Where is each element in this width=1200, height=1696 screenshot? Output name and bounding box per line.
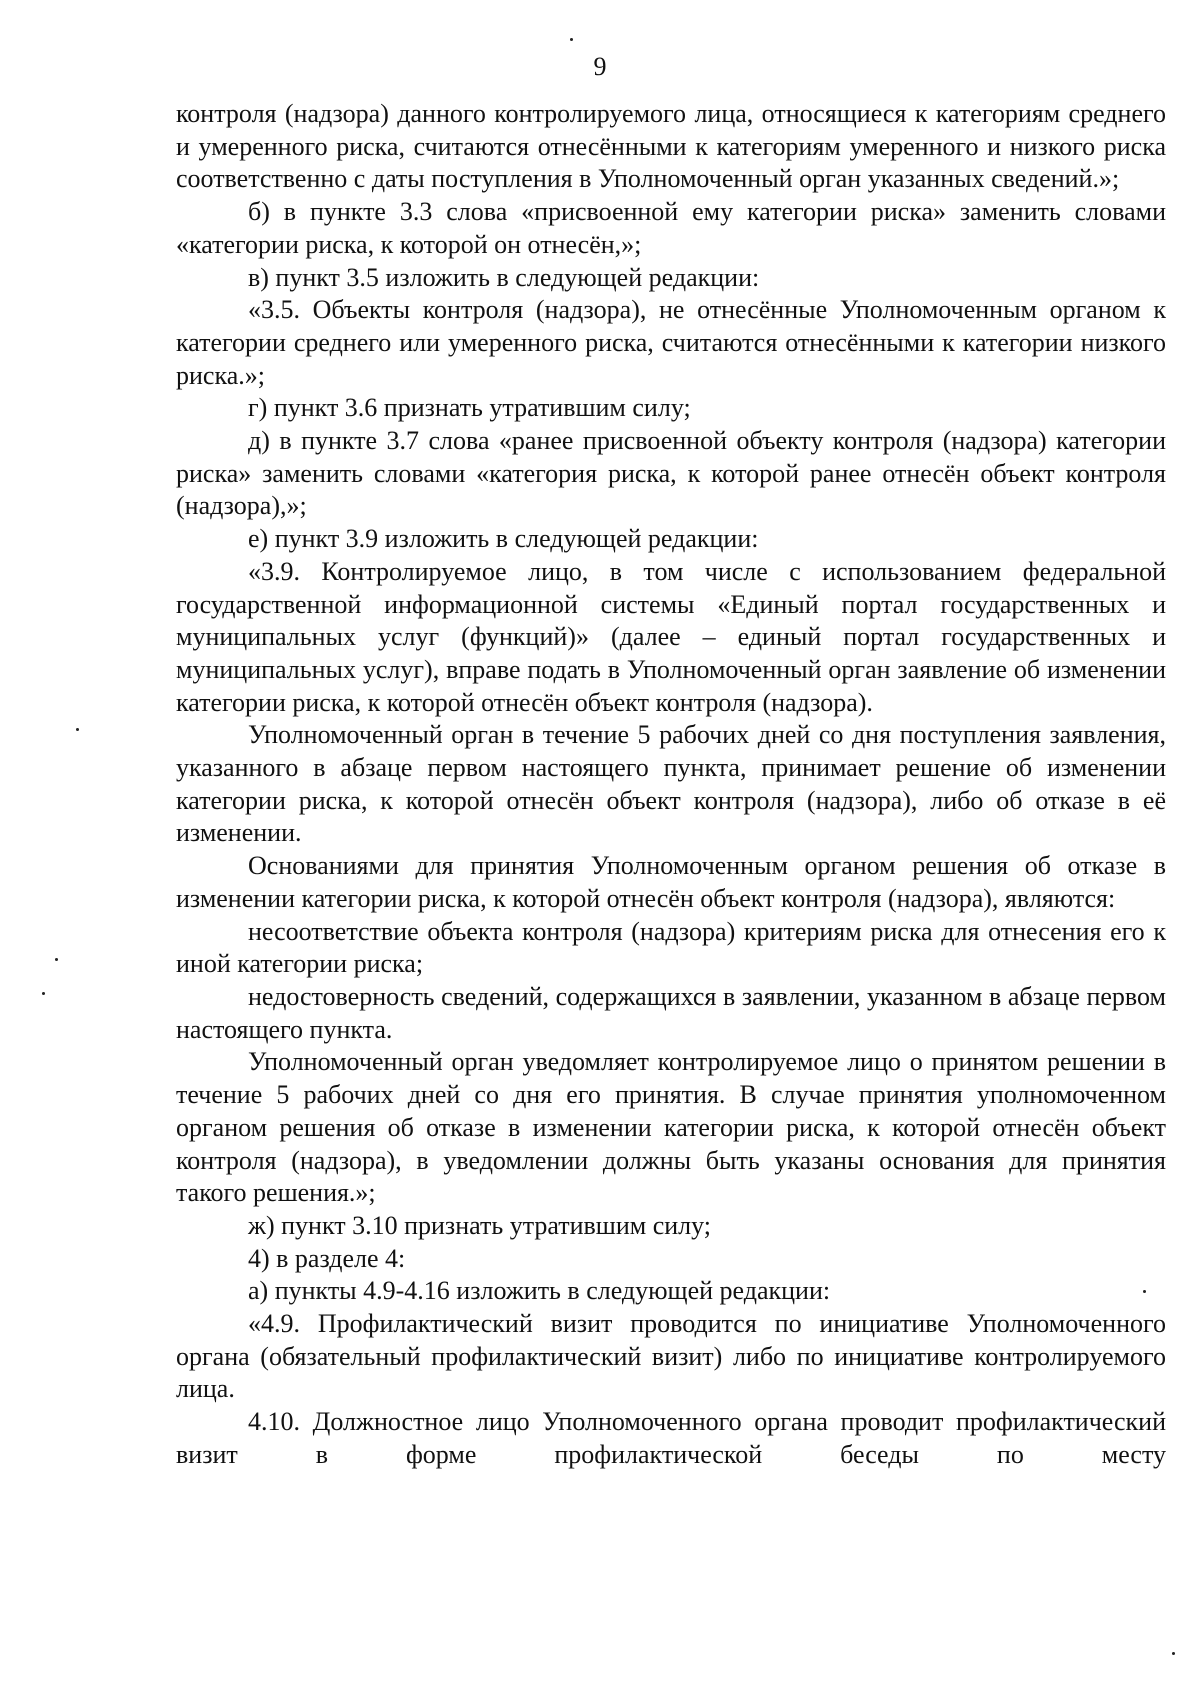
paragraph: недостоверность сведений, содержащихся в заявлении, указанном в абзаце первом настоящего пункта. xyxy=(176,981,1166,1044)
paragraph: несоответствие объекта контроля (надзора) критериям риска для отнесения его к иной категории риска; xyxy=(176,916,1166,979)
paragraph: «4.9. Профилактический визит проводится по инициативе Уполномоченного органа (обязательный профилактический визит) либо по инициативе контролируемого лица. xyxy=(176,1309,1166,1404)
document-body xyxy=(176,98,1166,1472)
paragraph: «3.5. Объекты контроля (надзора), не отнесённые Уполномоченным органом к категории среднего или умеренного риска, считаются отнесёнными к категории низкого риска.»; xyxy=(176,295,1166,390)
paragraph: «3.9. Контролируемое лицо, в том числе с использованием федеральной государственной информационной системы «Единый портал государственных и муниципальных услуг (функций)» (далее – единый портал государственных и муниципальных услуг), вправе подать в Уполномоченный орган заявление об изменении категории риска, к которой отнесён объект контроля (надзора). xyxy=(176,556,1166,717)
paragraph: е) пункт 3.9 изложить в следующей редакции: xyxy=(248,524,759,554)
scan-speck xyxy=(570,38,573,41)
paragraph: Уполномоченный орган уведомляет контролируемое лицо о принятом решении в течение 5 рабочих дней со дня его принятия. В случае принятия уполномоченном органом решения об отказе в изменении категории риска, к которой отнесён объект контроля (надзора), в уведомлении должны быть указаны основания для принятия такого решения.»; xyxy=(176,1047,1166,1208)
paragraph: 4.10. Должностное лицо Уполномоченного органа проводит профилактический визит в форме профилактической беседы по месту xyxy=(176,1407,1166,1469)
scan-speck xyxy=(76,728,79,731)
paragraph: б) в пункте 3.3 слова «присвоенной ему категории риска» заменить словами «категории риска, к которой он отнесён,»; xyxy=(176,197,1166,259)
paragraph: в) пункт 3.5 изложить в следующей редакции: xyxy=(248,262,760,292)
paragraph: г) пункт 3.6 признать утратившим силу; xyxy=(248,393,691,423)
paragraph: Основаниями для принятия Уполномоченным органом решения об отказе в изменении категории риска, к которой отнесён объект контроля (надзора), являются: xyxy=(176,851,1166,913)
paragraph: Уполномоченный орган в течение 5 рабочих дней со дня поступления заявления, указанного в абзаце первом настоящего пункта, принимает решение об изменении категории риска, к которой отнесён объект контроля (надзора), либо об отказе в её изменении. xyxy=(176,720,1166,848)
scan-speck xyxy=(55,958,58,961)
scan-speck xyxy=(1172,1652,1175,1655)
paragraph: ж) пункт 3.10 признать утратившим силу; xyxy=(248,1210,711,1240)
paragraph: 4) в разделе 4: xyxy=(248,1243,406,1273)
paragraph: контроля (надзора) данного контролируемого лица, относящиеся к категориям среднего и умеренного риска, считаются отнесёнными к категориям умеренного и низкого риска соответственно с даты поступления в Уполномоченный орган указанных сведений.»; xyxy=(176,99,1166,194)
paragraph: д) в пункте 3.7 слова «ранее присвоенной объекту контроля (надзора) категории риска» заменить словами «категория риска, к которой ранее отнесён объект контроля (надзора),»; xyxy=(176,426,1166,521)
page-number: 9 xyxy=(593,52,607,81)
scan-speck xyxy=(1143,1290,1146,1293)
scan-speck xyxy=(42,992,45,995)
paragraph: а) пункты 4.9-4.16 изложить в следующей редакции: xyxy=(248,1276,831,1306)
